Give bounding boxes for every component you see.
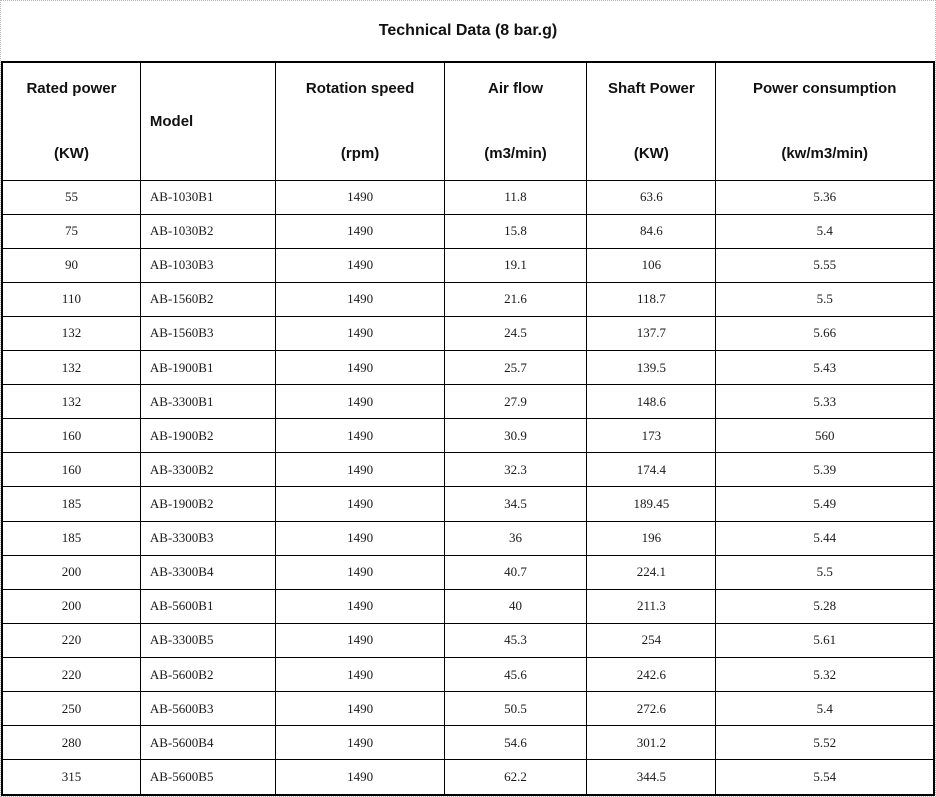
cell-air-flow: 50.5 (444, 692, 587, 726)
cell-model: AB-1560B2 (140, 282, 276, 316)
cell-power-consumption: 5.44 (716, 521, 934, 555)
table-row (2, 453, 934, 487)
header-label: Rated power (26, 80, 117, 98)
cell-power-consumption: 5.66 (716, 316, 934, 350)
cell-shaft-power: 224.1 (587, 555, 716, 589)
cell-air-flow: 54.6 (444, 726, 587, 760)
cell-rotation-speed: 1490 (276, 248, 444, 282)
cell-model: AB-3300B1 (140, 385, 276, 419)
table-row (2, 623, 934, 657)
cell-shaft-power: 196 (587, 521, 716, 555)
cell-rated-power: 200 (2, 555, 140, 589)
cell-shaft-power: 344.5 (587, 760, 716, 795)
cell-model: AB-1900B2 (140, 419, 276, 453)
cell-model: AB-3300B3 (140, 521, 276, 555)
column-header-shaft-power (587, 62, 716, 180)
cell-model: AB-3300B4 (140, 555, 276, 589)
cell-rotation-speed: 1490 (276, 521, 444, 555)
cell-model: AB-5600B3 (140, 692, 276, 726)
header-label: Rotation speed (305, 80, 415, 98)
column-header-power-consumption (716, 62, 934, 180)
cell-power-consumption: 5.43 (716, 351, 934, 385)
cell-rated-power: 90 (2, 248, 140, 282)
cell-power-consumption: 5.33 (716, 385, 934, 419)
cell-power-consumption: 5.54 (716, 760, 934, 795)
cell-rated-power: 75 (2, 214, 140, 248)
cell-rated-power: 220 (2, 623, 140, 657)
table-row (2, 555, 934, 589)
table-row (2, 521, 934, 555)
column-header-content (445, 80, 587, 162)
table-row (2, 351, 934, 385)
cell-power-consumption: 5.32 (716, 658, 934, 692)
cell-air-flow: 25.7 (444, 351, 587, 385)
header-unit: (rpm) (340, 145, 380, 163)
cell-power-consumption: 5.39 (716, 453, 934, 487)
cell-rotation-speed: 1490 (276, 214, 444, 248)
cell-power-consumption: 5.61 (716, 623, 934, 657)
cell-rated-power: 132 (2, 385, 140, 419)
column-header-air-flow (444, 62, 587, 180)
table-row (2, 385, 934, 419)
cell-shaft-power: 301.2 (587, 726, 716, 760)
cell-air-flow: 36 (444, 521, 587, 555)
cell-air-flow: 21.6 (444, 282, 587, 316)
cell-shaft-power: 137.7 (587, 316, 716, 350)
table-row (2, 316, 934, 350)
cell-air-flow: 40.7 (444, 555, 587, 589)
cell-shaft-power: 189.45 (587, 487, 716, 521)
cell-rated-power: 160 (2, 419, 140, 453)
cell-rotation-speed: 1490 (276, 555, 444, 589)
table-row (2, 180, 934, 214)
cell-model: AB-5600B4 (140, 726, 276, 760)
cell-rotation-speed: 1490 (276, 692, 444, 726)
cell-rated-power: 160 (2, 453, 140, 487)
cell-model: AB-1030B3 (140, 248, 276, 282)
cell-air-flow: 45.6 (444, 658, 587, 692)
table-header (2, 62, 934, 180)
cell-rated-power: 185 (2, 521, 140, 555)
cell-model: AB-3300B5 (140, 623, 276, 657)
header-unit: (kw/m3/min) (781, 145, 869, 163)
table-row (2, 487, 934, 521)
cell-air-flow: 11.8 (444, 180, 587, 214)
cell-air-flow: 15.8 (444, 214, 587, 248)
header-label: Model (149, 112, 194, 130)
cell-power-consumption: 5.49 (716, 487, 934, 521)
technical-data-table (1, 61, 935, 796)
table-row (2, 692, 934, 726)
header-row (2, 62, 934, 180)
cell-rated-power: 55 (2, 180, 140, 214)
table-row (2, 214, 934, 248)
cell-rotation-speed: 1490 (276, 180, 444, 214)
table-row (2, 726, 934, 760)
column-header-content (587, 80, 715, 162)
cell-air-flow: 24.5 (444, 316, 587, 350)
cell-rated-power: 200 (2, 589, 140, 623)
cell-rotation-speed: 1490 (276, 623, 444, 657)
header-unit: (KW) (633, 145, 669, 163)
cell-model: AB-1900B2 (140, 487, 276, 521)
column-header-content (716, 80, 933, 162)
cell-rotation-speed: 1490 (276, 589, 444, 623)
column-header-content (141, 113, 276, 130)
cell-rated-power: 220 (2, 658, 140, 692)
header-label: Power consumption (753, 80, 897, 98)
cell-rated-power: 132 (2, 316, 140, 350)
cell-power-consumption: 5.5 (716, 555, 934, 589)
cell-shaft-power: 254 (587, 623, 716, 657)
cell-power-consumption: 560 (716, 419, 934, 453)
cell-rotation-speed: 1490 (276, 351, 444, 385)
cell-air-flow: 30.9 (444, 419, 587, 453)
table-row (2, 760, 934, 795)
cell-rated-power: 110 (2, 282, 140, 316)
cell-rated-power: 315 (2, 760, 140, 795)
cell-air-flow: 45.3 (444, 623, 587, 657)
cell-power-consumption: 5.5 (716, 282, 934, 316)
cell-model: AB-1900B1 (140, 351, 276, 385)
cell-model: AB-1030B1 (140, 180, 276, 214)
cell-rated-power: 250 (2, 692, 140, 726)
cell-rotation-speed: 1490 (276, 726, 444, 760)
table-row (2, 589, 934, 623)
cell-air-flow: 40 (444, 589, 587, 623)
cell-rated-power: 132 (2, 351, 140, 385)
cell-air-flow: 19.1 (444, 248, 587, 282)
header-label: Air flow (488, 80, 543, 98)
table-row (2, 419, 934, 453)
cell-model: AB-3300B2 (140, 453, 276, 487)
cell-rated-power: 185 (2, 487, 140, 521)
cell-power-consumption: 5.4 (716, 214, 934, 248)
cell-model: AB-5600B2 (140, 658, 276, 692)
cell-shaft-power: 148.6 (587, 385, 716, 419)
cell-shaft-power: 242.6 (587, 658, 716, 692)
cell-model: AB-1030B2 (140, 214, 276, 248)
cell-power-consumption: 5.36 (716, 180, 934, 214)
cell-rotation-speed: 1490 (276, 658, 444, 692)
column-header-model (140, 62, 276, 180)
cell-power-consumption: 5.4 (716, 692, 934, 726)
cell-power-consumption: 5.52 (716, 726, 934, 760)
table-row (2, 248, 934, 282)
cell-model: AB-5600B5 (140, 760, 276, 795)
table-body (2, 180, 934, 795)
header-unit: (KW) (53, 145, 89, 163)
column-header-rotation-speed (276, 62, 444, 180)
cell-shaft-power: 84.6 (587, 214, 716, 248)
header-label: Shaft Power (607, 80, 695, 98)
cell-power-consumption: 5.28 (716, 589, 934, 623)
cell-shaft-power: 174.4 (587, 453, 716, 487)
cell-rotation-speed: 1490 (276, 760, 444, 795)
cell-rotation-speed: 1490 (276, 487, 444, 521)
cell-air-flow: 62.2 (444, 760, 587, 795)
cell-rotation-speed: 1490 (276, 453, 444, 487)
column-header-content (3, 80, 140, 162)
cell-rotation-speed: 1490 (276, 419, 444, 453)
cell-rotation-speed: 1490 (276, 316, 444, 350)
table-row (2, 658, 934, 692)
cell-power-consumption: 5.55 (716, 248, 934, 282)
table-title: Technical Data (8 bar.g) (378, 22, 558, 39)
column-header-content (276, 80, 443, 162)
table-row (2, 282, 934, 316)
cell-shaft-power: 118.7 (587, 282, 716, 316)
table-title-bar (1, 1, 935, 61)
cell-air-flow: 27.9 (444, 385, 587, 419)
cell-model: AB-5600B1 (140, 589, 276, 623)
header-unit: (m3/min) (484, 145, 547, 163)
cell-rotation-speed: 1490 (276, 385, 444, 419)
cell-shaft-power: 139.5 (587, 351, 716, 385)
cell-rated-power: 280 (2, 726, 140, 760)
cell-shaft-power: 272.6 (587, 692, 716, 726)
cell-air-flow: 32.3 (444, 453, 587, 487)
cell-shaft-power: 63.6 (587, 180, 716, 214)
cell-model: AB-1560B3 (140, 316, 276, 350)
cell-shaft-power: 106 (587, 248, 716, 282)
cell-shaft-power: 211.3 (587, 589, 716, 623)
cell-air-flow: 34.5 (444, 487, 587, 521)
cell-shaft-power: 173 (587, 419, 716, 453)
cell-rotation-speed: 1490 (276, 282, 444, 316)
column-header-rated-power (2, 62, 140, 180)
